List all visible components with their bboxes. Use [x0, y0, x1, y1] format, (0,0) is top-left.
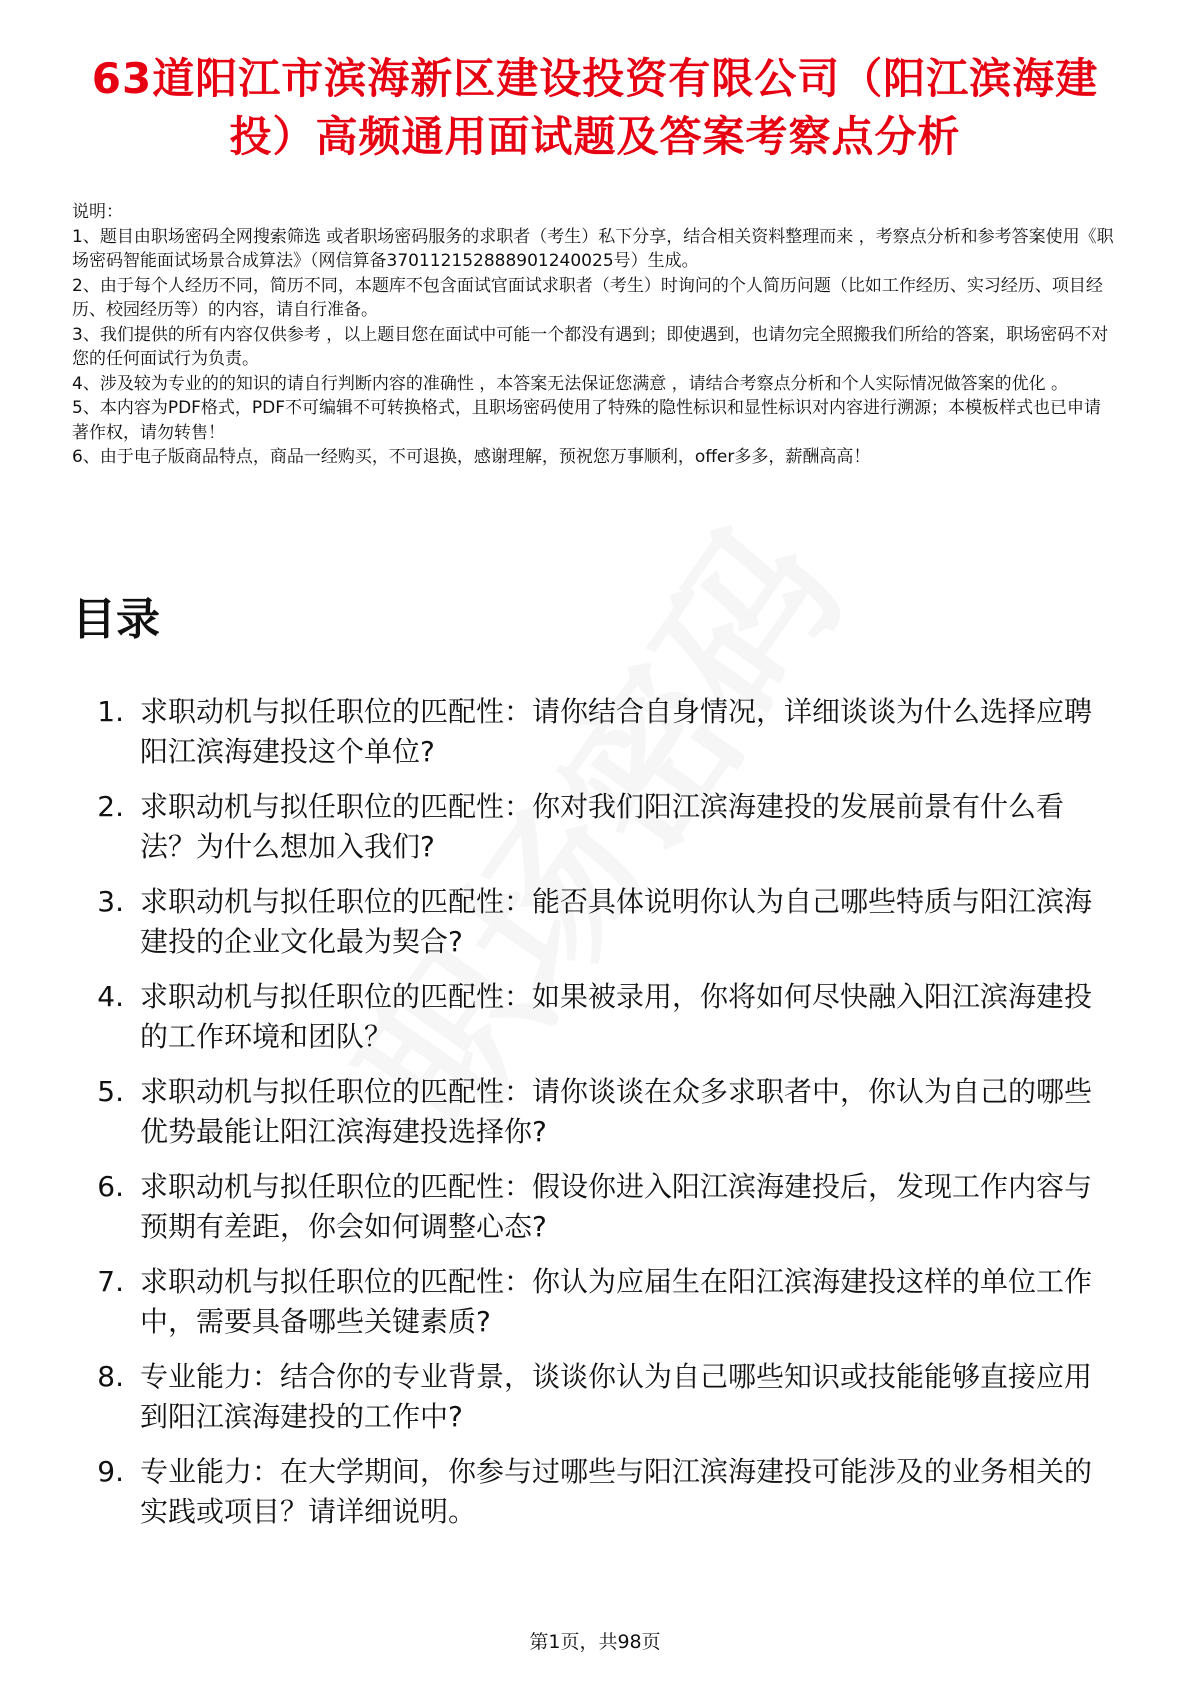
page-number: 第1页，共98页 — [529, 1631, 661, 1653]
toc-item[interactable] — [72, 977, 1112, 1072]
note-item: 3、我们提供的所有内容仅供参考 ，以上题目您在面试中可能一个都没有遇到；即使遇到，也请勿完全照搬我们所给的答案，职场密码不对您的任何面试行为负责。 — [72, 324, 1109, 369]
toc-item-number: 4. — [97, 980, 124, 1013]
document-title: 63道阳江市滨海新区建设投资有限公司（阳江滨海建投）高频通用面试题及答案考察点分析 — [91, 54, 1099, 161]
note-item: 2、由于每个人经历不同，简历不同，本题库不包含面试官面试求职者（考生）时询问的个人简历问题（比如工作经历、实习经历、项目经历、校园经历等）的内容，请自行准备。 — [72, 275, 1103, 320]
toc-item[interactable] — [72, 1452, 1112, 1547]
toc-item[interactable] — [72, 882, 1112, 977]
toc-item[interactable] — [72, 1072, 1112, 1167]
note-item: 5、本内容为PDF格式，PDF不可编辑不可转换格式，且职场密码使用了特殊的隐性标识和显性标识对内容进行溯源；本模板样式也已申请著作权，请勿转售！ — [72, 398, 1102, 443]
toc-item-number: 3. — [97, 885, 124, 918]
note-item: 1、题目由职场密码全网搜索筛选 或者职场密码服务的求职者（考生）私下分享，结合相关资料整理而来 ，考察点分析和参考答案使用《职场密码智能面试场景合成算法》（网信算备370112152888901240025号）生成。 — [72, 226, 1114, 271]
toc-item-number: 7. — [97, 1265, 124, 1298]
toc-item-text[interactable]: 专业能力：结合你的专业背景，谈谈你认为自己哪些知识或技能能够直接应用到阳江滨海建投的工作中? — [140, 1360, 1093, 1433]
toc-item-number: 5. — [97, 1075, 124, 1108]
toc-item-number: 8. — [97, 1360, 124, 1393]
toc-item-text[interactable]: 求职动机与拟任职位的匹配性：请你结合自身情况，详细谈谈为什么选择应聘阳江滨海建投这个单位? — [140, 695, 1093, 768]
toc-item-number: 9. — [97, 1455, 124, 1488]
toc-item[interactable] — [72, 1357, 1112, 1452]
note-item: 4、涉及较为专业的的知识的请自行判断内容的准确性 ，本答案无法保证您满意 ，请结合考察点分析和个人实际情况做答案的优化 。 — [72, 373, 1069, 394]
toc-item-number: 2. — [97, 790, 124, 823]
toc-item-number: 6. — [97, 1170, 124, 1203]
toc-item[interactable] — [72, 692, 1112, 787]
toc-heading: 目录 — [72, 594, 160, 645]
note-item: 6、由于电子版商品特点，商品一经购买，不可退换，感谢理解，预祝您万事顺利，offer多多，薪酬高高！ — [72, 447, 871, 467]
toc-item-text[interactable]: 专业能力：在大学期间，你参与过哪些与阳江滨海建投可能涉及的业务相关的实践或项目？请详细说明。 — [140, 1455, 1093, 1528]
toc-item[interactable] — [72, 1167, 1112, 1262]
toc-item-text[interactable]: 求职动机与拟任职位的匹配性：你认为应届生在阳江滨海建投这样的单位工作中，需要具备哪些关键素质? — [140, 1265, 1093, 1338]
toc-item[interactable] — [72, 1262, 1112, 1357]
toc-item-text[interactable]: 求职动机与拟任职位的匹配性：你对我们阳江滨海建投的发展前景有什么看法？为什么想加入我们? — [140, 790, 1065, 863]
toc-item-text[interactable]: 求职动机与拟任职位的匹配性：如果被录用，你将如何尽快融入阳江滨海建投的工作环境和团队？ — [140, 980, 1093, 1053]
toc-item[interactable] — [72, 787, 1112, 882]
toc-item-text[interactable]: 求职动机与拟任职位的匹配性：假设你进入阳江滨海建投后，发现工作内容与预期有差距，你会如何调整心态? — [140, 1170, 1093, 1243]
notes-heading: 说明： — [72, 202, 123, 222]
notes-section — [72, 200, 1117, 470]
toc-list — [72, 692, 1112, 1547]
toc-item-text[interactable]: 求职动机与拟任职位的匹配性：能否具体说明你认为自己哪些特质与阳江滨海建投的企业文化最为契合? — [140, 885, 1093, 958]
toc-item-number: 1. — [97, 695, 124, 728]
toc-item-text[interactable]: 求职动机与拟任职位的匹配性：请你谈谈在众多求职者中，你认为自己的哪些优势最能让阳江滨海建投选择你? — [140, 1075, 1093, 1148]
